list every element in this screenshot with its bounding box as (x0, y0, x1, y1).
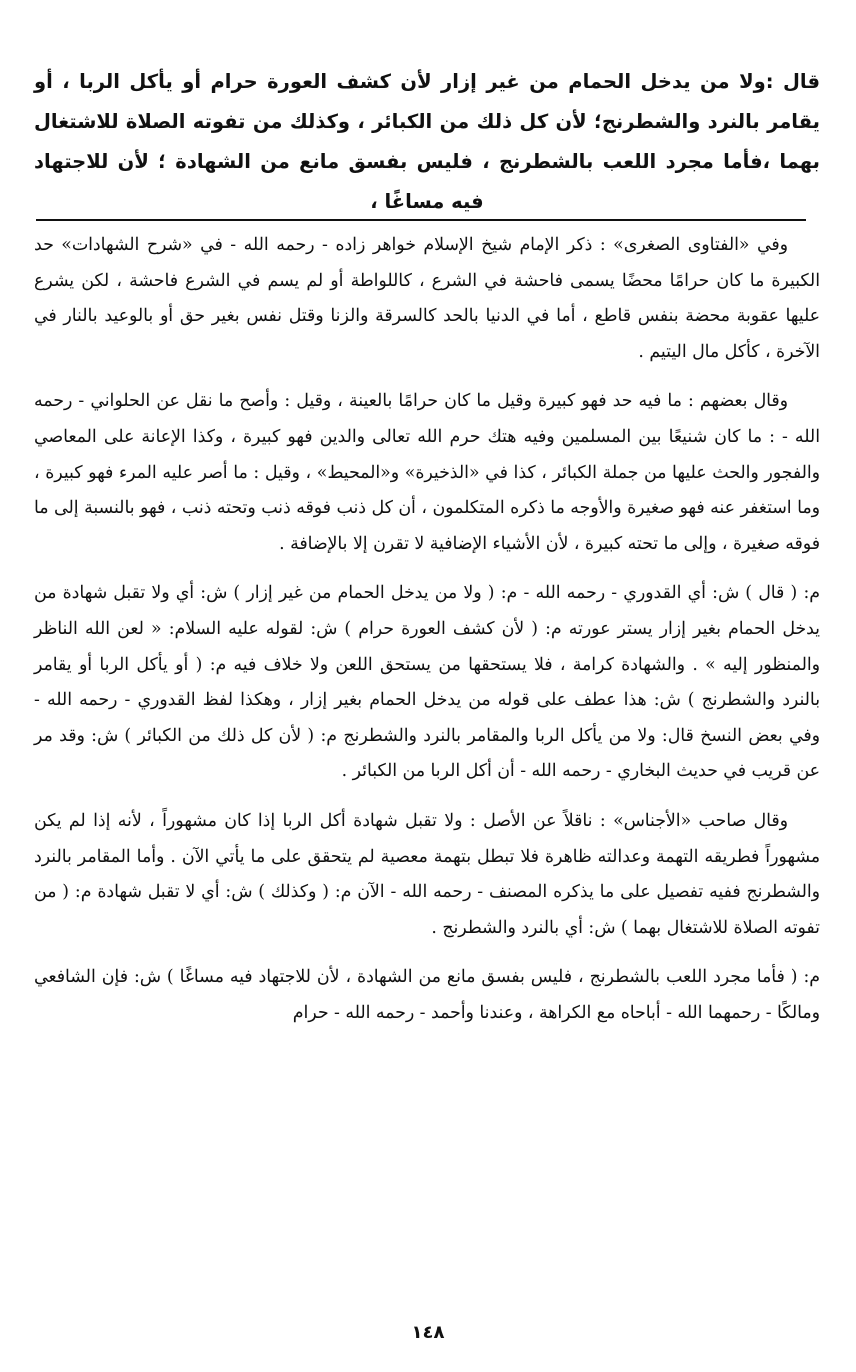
commentary (34, 228, 820, 1045)
commentary-paragraph: م: ( قال ) ش: أي القدوري - رحمه الله - م: ( ولا من يدخل الحمام من غير إزار ) ش: أي ولا تقبل شهادة من يدخل الحمام بغير إزار يستر عورته م: ( لأن كشف العورة حرام ) ش: لقوله عليه السلام: « لعن الله الناظر والمنظور إليه » . والشهادة كرامة ، فلا يستحقها من يستحق اللعن ولا خلاف فيه م: ( أو يأكل الربا أو يقامر بالنرد والشطرنج ) ش: هذا عطف على قوله من يدخل الحمام بغير إزار ، وهكذا لفظ القدوري - رحمه الله - وفي بعض النسخ قال: ولا من يأكل الربا والمقامر بالنرد والشطرنج م: ( لأن كل ذلك من الكبائر ) ش: وقد مر عن قريب في حديث البخاري - رحمه الله - أن أكل الربا من الكبائر . (34, 583, 820, 782)
commentary-paragraph: وفي «الفتاوى الصغرى» : ذكر الإمام شيخ الإسلام خواهر زاده - رحمه الله - في «شرح الشهادات» حد الكبيرة ما كان حرامًا محضًا يسمى فاحشة في الشرع ، كاللواطة أو لم يسم في الشرع فاحشة ، لكن يشرع عليها عقوبة محضة بنفس قاطع ، أما في الدنيا بالحد كالسرقة والزنا وقتل نفس بغير حق أو بالوعيد بالنار في الآخرة ، كأكل مال اليتيم . (34, 235, 820, 362)
page-number: ١٤٨ (411, 1322, 445, 1343)
commentary-paragraph: وقال صاحب «الأجناس» : ناقلاً عن الأصل : ولا تقبل شهادة أكل الربا إذا كان مشهوراً ، لأنه إذا لم يكن مشهوراً فطريقه التهمة وعدالته ظاهرة فلا تبطل بتهمة معصية لم يتحقق على ما يأتي الآن . وأما المقامر بالنرد والشطرنج ففيه تفصيل على ما يذكره المصنف - رحمه الله - الآن م: ( وكذلك ) ش: أي لا تقبل شهادة م: ( من تفوته الصلاة للاشتغال بهما ) ش: أي بالنرد والشطرنج . (34, 810, 820, 938)
commentary-paragraph: وقال بعضهم : ما فيه حد فهو كبيرة وقيل ما كان حرامًا بالعينة ، وقيل : وأصح ما نقل عن الحلواني - رحمه الله - : ما كان شنيعًا بين المسلمين وفيه هتك حرم الله تعالى والدين فهو كبيرة ، وكذا الإعانة على المعاصي والفجور والحث عليها من جملة الكبائر ، كذا في «الذخيرة» و«المحيط» ، وقيل : ما أصر عليه المرء فهو كبيرة ، وما استغفر عنه فهو صغيرة والأوجه ما ذكره المتكلمون ، أن كل ذنب فوقه ذنب وتحته ذنب ، فهو بالنسبة إلى ما فوقه صغيرة ، وإلى ما تحته كبيرة ، لأن الأشياء الإضافية لا تقرن إلا بالإضافة . (34, 391, 820, 554)
separator-line (36, 219, 806, 221)
main-text: قال :ولا من يدخل الحمام من غير إزار لأن كشف العورة حرام أو يأكل الربا ، أو يقامر بالنرد والشطرنج؛ لأن كل ذلك من الكبائر ، وكذلك من تفوته الصلاة للاشتغال بهما ،فأما مجرد اللعب بالشطرنج ، فليس بفسق مانع من الشهادة ؛ لأن للاجتهاد فيه مساغًا ، (34, 70, 820, 213)
commentary-paragraph: م: ( فأما مجرد اللعب بالشطرنج ، فليس بفسق مانع من الشهادة ، لأن للاجتهاد فيه مساغًا ) ش: فإن الشافعي ومالكًا - رحمهما الله - أباحاه مع الكراهة ، وعندنا وأحمد - رحمه الله - حرام (34, 967, 820, 1023)
